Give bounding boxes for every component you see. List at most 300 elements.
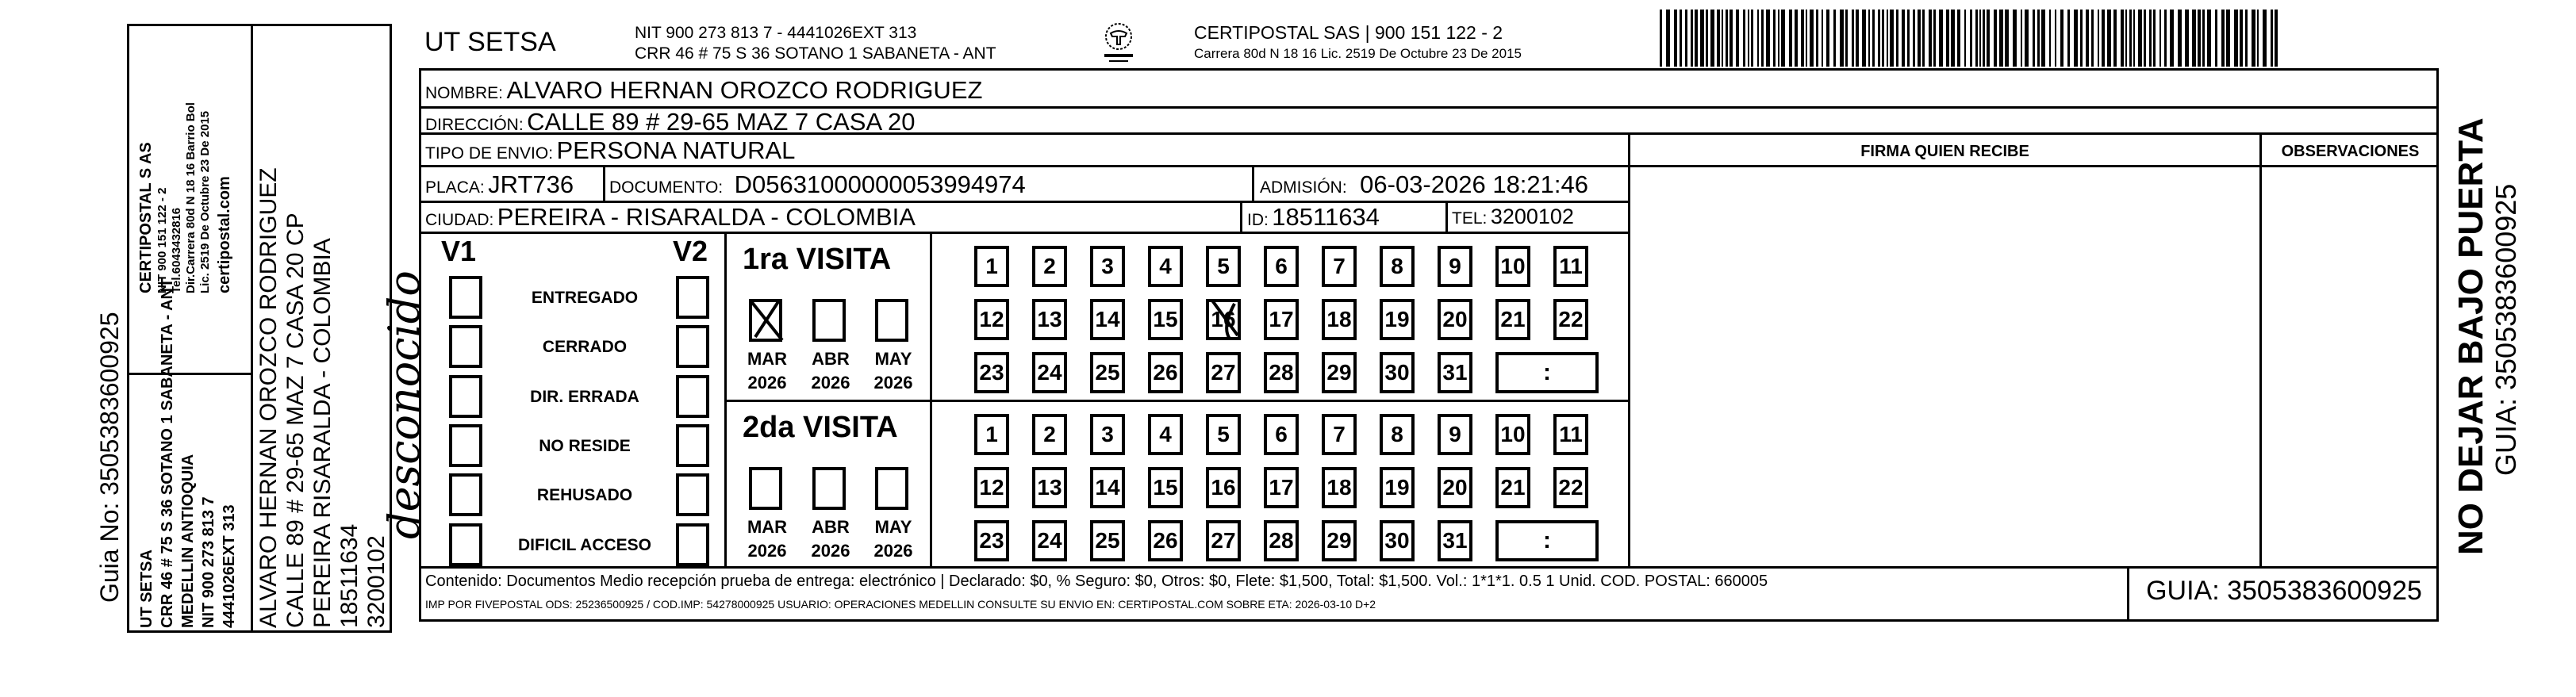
col-divider: [1252, 165, 1254, 201]
visit-day-box[interactable]: [1553, 414, 1588, 455]
visit-day-box[interactable]: [1032, 414, 1067, 455]
visit-day-label: 20: [1442, 475, 1468, 500]
barcode-bar: [1902, 10, 1905, 67]
visit-day-label: 2: [1043, 422, 1056, 446]
stub-sender-line: MEDELLIN ANTIOQUIA: [179, 454, 197, 628]
barcode-bar: [1862, 10, 1866, 67]
barcode-bar: [2033, 10, 2035, 67]
col-divider: [1445, 201, 1448, 232]
visit-day-label: 31: [1442, 360, 1468, 385]
barcode-bar: [2275, 10, 2278, 67]
sender-nit: NIT 900 273 813 7 - 4441026EXT 313: [635, 24, 917, 42]
barcode-bar: [2215, 10, 2217, 67]
barcode-bar: [2098, 10, 2099, 67]
barcode-bar: [2221, 10, 2225, 67]
row-divider: [1628, 165, 2439, 167]
barcode-bar: [2125, 10, 2127, 67]
visit-day-label: 31: [1442, 528, 1468, 553]
footer-guia: GUIA: 3505383600925: [2146, 576, 2422, 606]
visit-day-label: 9: [1449, 422, 1461, 446]
stub-certipostal: [136, 102, 232, 293]
stub-sender-line: UT SETSA: [138, 550, 155, 628]
sender-address: CRR 46 # 75 S 36 SOTANO 1 SABANETA - ANT: [635, 44, 996, 63]
barcode-bar: [1964, 10, 1966, 67]
visit-day-box[interactable]: [1148, 352, 1183, 393]
barcode-bar: [2067, 10, 2070, 67]
nombre-label: NOMBRE:: [425, 84, 504, 102]
check-mark-icon: [1206, 296, 1246, 343]
barcode-bar: [2055, 10, 2056, 67]
visit-day-label: 10: [1500, 422, 1526, 446]
visit-day-label: 23: [979, 528, 1004, 553]
visit-day-box[interactable]: [1495, 467, 1530, 508]
visit-day-label: 6: [1275, 422, 1288, 446]
visit-day-box[interactable]: [1090, 299, 1125, 340]
side-guia: GUIA: 3505383600925: [2490, 183, 2522, 476]
visit-day-label: 29: [1326, 528, 1352, 553]
barcode-bar: [1810, 10, 1814, 67]
visit-day-box[interactable]: [1206, 414, 1241, 455]
no-dejar-warning: NO DEJAR BAJO PUERTA: [2451, 117, 2490, 555]
visit-day-label: 3: [1101, 254, 1114, 278]
barcode-bar: [2271, 10, 2273, 67]
v1-label: V1: [441, 235, 477, 267]
barcode-bar: [2080, 10, 2083, 67]
direccion-label: DIRECCIÓN:: [425, 116, 524, 134]
barcode-bar: [1766, 10, 1770, 67]
barcode-bar: [1726, 10, 1728, 67]
barcode: [1660, 10, 2282, 67]
barcode-bar: [2153, 10, 2156, 67]
visit-title: 1ra VISITA: [743, 243, 892, 276]
visit-day-box[interactable]: [1380, 520, 1415, 561]
barcode-bar: [1748, 10, 1749, 67]
barcode-bar: [1994, 10, 1997, 67]
visit-day-box[interactable]: [1148, 299, 1183, 340]
direccion-field: [425, 108, 916, 136]
barcode-bar: [1983, 10, 1985, 67]
barcode-bar: [2091, 10, 2094, 67]
barcode-bar: [1929, 10, 1932, 67]
visit-day-label: 26: [1153, 360, 1178, 385]
visit-day-box[interactable]: [1553, 246, 1588, 287]
barcode-bar: [2170, 10, 2174, 67]
visit-day-label: 24: [1037, 528, 1062, 553]
barcode-bar: [2252, 10, 2255, 67]
certipostal-logo-icon: [1095, 19, 1142, 67]
visit-day-box[interactable]: [974, 352, 1009, 393]
barcode-bar: [1806, 10, 1807, 67]
barcode-bar: [1695, 10, 1698, 67]
visit-day-box[interactable]: [1206, 352, 1241, 393]
stub-guia-number: Guia No: 3505383600925: [95, 312, 124, 603]
stub-sender-line: 4441026EXT 313: [221, 504, 238, 628]
barcode-bar: [1781, 10, 1785, 67]
visit-day-box[interactable]: [1438, 352, 1472, 393]
row-divider: [419, 165, 1628, 167]
visit-day-box[interactable]: [1322, 246, 1357, 287]
col-divider: [930, 232, 932, 566]
visit-day-box[interactable]: [974, 520, 1009, 561]
visit-day-label: 23: [979, 360, 1004, 385]
tipo-value: PERSONA NATURAL: [556, 136, 796, 164]
stub-certipostal-line: CERTIPOSTAL S AS: [137, 142, 155, 293]
visit-time-field[interactable]: :: [1495, 352, 1599, 393]
status-label: DIFICIL ACCESO: [517, 536, 651, 554]
visit-month-checkbox[interactable]: [875, 299, 908, 342]
barcode-bar: [2245, 10, 2248, 67]
visit-day-box[interactable]: [1032, 520, 1067, 561]
col-divider: [1240, 201, 1242, 232]
visit-day-box[interactable]: [1032, 299, 1067, 340]
barcode-bar: [1685, 10, 1687, 67]
observaciones-label: OBSERVACIONES: [2281, 143, 2420, 160]
visit-day-label: 20: [1442, 307, 1468, 331]
visit-day-label: 28: [1269, 360, 1294, 385]
barcode-bar: [2207, 10, 2211, 67]
stub-recipient-line: PEREIRA RISARALDA - COLOMBIA: [309, 238, 336, 628]
barcode-bar: [2234, 10, 2238, 67]
barcode-bar: [1852, 10, 1854, 67]
tel-label: TEL:: [1452, 209, 1488, 228]
visit-day-label: 11: [1559, 254, 1583, 278]
barcode-bar: [1751, 10, 1753, 67]
visit-day-box[interactable]: [1264, 246, 1299, 287]
barcode-bar: [2041, 10, 2045, 67]
barcode-bar: [1706, 10, 1708, 67]
visit-month-checkbox[interactable]: [812, 467, 846, 510]
visit-month-checkbox[interactable]: [875, 467, 908, 510]
visit-year-label: 2026: [811, 373, 850, 393]
status-v1-checkbox[interactable]: [449, 325, 482, 368]
barcode-bar: [1680, 10, 1682, 67]
visit-month-checkbox[interactable]: [749, 299, 782, 342]
barcode-bar: [1822, 10, 1823, 67]
visit-day-box[interactable]: [1438, 299, 1472, 340]
barcode-bar: [2107, 10, 2111, 67]
status-v2-checkbox[interactable]: [676, 276, 709, 319]
visit-day-box[interactable]: [1148, 520, 1183, 561]
visit-day-box[interactable]: [1148, 467, 1183, 508]
status-label: CERRADO: [542, 338, 628, 356]
barcode-bar: [2149, 10, 2152, 67]
barcode-bar: [2121, 10, 2124, 67]
visit-year-label: 2026: [811, 541, 850, 561]
visit-day-label: 14: [1095, 475, 1120, 500]
handwritten-note: desconocido: [379, 270, 429, 539]
barcode-bar: [1946, 10, 1949, 67]
barcode-bar: [2021, 10, 2022, 67]
barcode-bar: [1887, 10, 1888, 67]
status-v1-checkbox[interactable]: [449, 424, 482, 467]
visit-day-box[interactable]: [1148, 414, 1183, 455]
barcode-bar: [1743, 10, 1745, 67]
visit-day-label: 22: [1558, 307, 1584, 331]
barcode-bar: [2060, 10, 2063, 67]
barcode-bar: [1789, 10, 1792, 67]
stub-sender-line: CRR 46 # 75 S 36 SOTANO 1 SABANETA - ANT: [159, 278, 176, 628]
sender-name: UT SETSA: [424, 27, 556, 57]
visit-day-label: 12: [979, 475, 1004, 500]
barcode-bar: [1918, 10, 1921, 67]
visit-month-label: MAY: [874, 349, 912, 369]
barcode-bar: [2240, 10, 2244, 67]
visit-day-box[interactable]: [1090, 414, 1125, 455]
barcode-bar: [1717, 10, 1720, 67]
nombre-value: ALVARO HERNAN OROZCO RODRIGUEZ: [506, 76, 983, 104]
visit-day-box[interactable]: [974, 414, 1009, 455]
status-label: ENTREGADO: [531, 289, 639, 307]
barcode-bar: [2202, 10, 2205, 67]
visit-day-label: 3: [1101, 422, 1114, 446]
col-divider: [2259, 132, 2262, 566]
barcode-bar: [2263, 10, 2267, 67]
visit-day-box[interactable]: [1495, 299, 1530, 340]
barcode-bar: [1761, 10, 1764, 67]
barcode-bar: [1979, 10, 1981, 67]
visit-day-box[interactable]: [974, 467, 1009, 508]
tipo-field: [425, 136, 795, 165]
visit-month-checkbox[interactable]: [812, 299, 846, 342]
barcode-bar: [2013, 10, 2017, 67]
visit-day-box[interactable]: [1495, 414, 1530, 455]
barcode-bar: [2226, 10, 2230, 67]
status-v2-checkbox[interactable]: [676, 375, 709, 418]
visit-day-box[interactable]: [1264, 299, 1299, 340]
barcode-bar: [2025, 10, 2029, 67]
footer-imp: IMP POR FIVEPOSTAL ODS: 25236500925 / COD.IMP: 54278000925 USUARIO: OPERACIONES MEDELLIN CONSULTE SU ENVIO EN: CERTIPOSTAL.COM SOBRE ETA: 2026-03-10 D+2: [425, 598, 1376, 611]
admision-field: [1260, 170, 1588, 199]
visit-day-label: 12: [979, 307, 1004, 331]
stub-sender-line: NIT 900 273 813 7: [200, 496, 217, 628]
stub-recipient-line: CALLE 89 # 29-65 MAZ 7 CASA 20 CP: [282, 213, 309, 628]
visit-day-label: 19: [1384, 307, 1410, 331]
visit-day-label: 7: [1333, 422, 1346, 446]
visit-day-box[interactable]: [1032, 467, 1067, 508]
visit-day-box[interactable]: [1264, 467, 1299, 508]
barcode-bar: [1757, 10, 1759, 67]
status-v2-checkbox[interactable]: [676, 523, 709, 566]
visit-day-label: 19: [1384, 475, 1410, 500]
barcode-bar: [1868, 10, 1870, 67]
visit-day-box[interactable]: [1264, 352, 1299, 393]
visit-day-label: 18: [1326, 475, 1352, 500]
admision-label: ADMISIÓN:: [1260, 178, 1347, 197]
barcode-bar: [1816, 10, 1818, 67]
visit-day-label: 22: [1558, 475, 1584, 500]
visit-day-label: 8: [1391, 254, 1403, 278]
barcode-bar: [2113, 10, 2117, 67]
col-divider: [1628, 132, 1630, 566]
visit-day-box[interactable]: [1380, 352, 1415, 393]
barcode-bar: [1970, 10, 1972, 67]
barcode-bar: [1674, 10, 1677, 67]
barcode-bar: [1778, 10, 1779, 67]
barcode-bar: [1795, 10, 1798, 67]
visit-year-label: 2026: [747, 541, 787, 561]
visit-day-label: 16: [1211, 307, 1236, 331]
visit-day-box[interactable]: [1206, 299, 1241, 340]
barcode-bar: [1773, 10, 1776, 67]
status-v1-checkbox[interactable]: [449, 523, 482, 566]
visit-day-box[interactable]: [1148, 246, 1183, 287]
barcode-bar: [2257, 10, 2259, 67]
ciudad-field: [425, 203, 916, 232]
nombre-field: [425, 76, 982, 105]
visit-month-checkbox[interactable]: [749, 467, 782, 510]
visit-day-box[interactable]: [1090, 246, 1125, 287]
visit-day-box[interactable]: [1206, 467, 1241, 508]
barcode-bar: [1987, 10, 1991, 67]
visit-day-label: 21: [1500, 307, 1526, 331]
visit-day-box[interactable]: [1438, 414, 1472, 455]
barcode-bar: [1878, 10, 1880, 67]
visit-day-label: 29: [1326, 360, 1352, 385]
visit-day-box[interactable]: [1438, 467, 1472, 508]
visit-day-label: 13: [1037, 307, 1062, 331]
documento-label: DOCUMENTO:: [609, 178, 724, 197]
status-label: NO RESIDE: [539, 437, 631, 455]
visit-day-box[interactable]: [1553, 467, 1588, 508]
visit-year-label: 2026: [747, 373, 787, 393]
status-label: DIR. ERRADA: [530, 388, 639, 406]
footer-contenido: Contenido: Documentos Medio recepción prueba de entrega: electrónico | Declarado: $0, % Seguro: $0, Otros: $0, Flete: $1,500, Total: $1,500. Vol.: 1*1*1. 0.5 1 Unid. COD. POSTAL: 660005: [425, 573, 1768, 590]
ciudad-value: PEREIRA - RISARALDA - COLOMBIA: [497, 203, 916, 231]
barcode-bar: [2192, 10, 2196, 67]
barcode-bar: [1691, 10, 1693, 67]
id-field: [1247, 203, 1380, 232]
visit-day-box[interactable]: [1206, 246, 1241, 287]
status-v1-checkbox[interactable]: [449, 375, 482, 418]
tel-field: [1452, 205, 1574, 229]
stub-certipostal-line: NIT 900 151 122 - 2: [155, 187, 169, 293]
visit-month-label: MAR: [747, 517, 788, 537]
stub-divider: [251, 24, 253, 633]
status-v1-checkbox[interactable]: [449, 276, 482, 319]
visit-day-box[interactable]: [1380, 246, 1415, 287]
barcode-bar: [1896, 10, 1898, 67]
barcode-bar: [1856, 10, 1860, 67]
barcode-bar: [2144, 10, 2146, 67]
visit-day-box[interactable]: [1322, 520, 1357, 561]
visit-day-label: 7: [1333, 254, 1346, 278]
visit-day-label: 25: [1095, 528, 1120, 553]
visit-day-label: 15: [1153, 475, 1178, 500]
visit-day-label: 11: [1559, 422, 1583, 446]
stub-sender: [136, 278, 240, 628]
visit-day-label: 6: [1275, 254, 1288, 278]
visit-day-box[interactable]: [1322, 467, 1357, 508]
visit-time-field[interactable]: :: [1495, 520, 1599, 561]
status-v2-checkbox[interactable]: [676, 473, 709, 516]
visit-day-box[interactable]: [1264, 414, 1299, 455]
barcode-bar: [2049, 10, 2051, 67]
documento-value: D05631000000053994974: [734, 170, 1026, 198]
visit-day-box[interactable]: [1032, 352, 1067, 393]
visit-day-box[interactable]: [1206, 520, 1241, 561]
visit-day-label: 27: [1211, 360, 1236, 385]
barcode-bar: [2005, 10, 2009, 67]
barcode-bar: [1710, 10, 1714, 67]
barcode-bar: [1801, 10, 1804, 67]
barcode-bar: [1666, 10, 1670, 67]
visit-day-box[interactable]: [1495, 246, 1530, 287]
barcode-bar: [1833, 10, 1836, 67]
barcode-bar: [1826, 10, 1829, 67]
barcode-bar: [1722, 10, 1724, 67]
stub-certipostal-line: Dir.Carrera 80d N 18 16 Barrio Bol: [184, 102, 198, 293]
tel-value: 3200102: [1490, 205, 1574, 228]
barcode-bar: [1933, 10, 1936, 67]
visit-day-box[interactable]: [1264, 520, 1299, 561]
visit-day-box[interactable]: [1380, 467, 1415, 508]
visit-title: 2da VISITA: [743, 411, 898, 444]
status-label: REHUSADO: [536, 486, 633, 504]
visit-day-label: 28: [1269, 528, 1294, 553]
visit-day-box[interactable]: [1322, 414, 1357, 455]
stub-recipient-line: 3200102: [363, 535, 390, 628]
visit-day-box[interactable]: [974, 299, 1009, 340]
visit-day-box[interactable]: [1380, 414, 1415, 455]
barcode-bar: [2086, 10, 2089, 67]
visit-day-box[interactable]: [1322, 352, 1357, 393]
visit-day-label: 17: [1269, 475, 1294, 500]
stub-certipostal-line: Lic. 2519 De Octubre 23 De 2015: [198, 110, 212, 293]
barcode-bar: [2159, 10, 2161, 67]
visit-day-box[interactable]: [1322, 299, 1357, 340]
barcode-bar: [1951, 10, 1955, 67]
visit-day-label: 30: [1384, 528, 1410, 553]
visit-month-label: MAR: [747, 349, 788, 369]
visit-day-box[interactable]: [1090, 467, 1125, 508]
id-label: ID:: [1247, 211, 1269, 229]
placa-field: [425, 170, 574, 199]
barcode-bar: [2138, 10, 2142, 67]
visit-day-label: 1: [985, 254, 998, 278]
status-v2-checkbox[interactable]: [676, 325, 709, 368]
visit-day-label: 25: [1095, 360, 1120, 385]
visit-month-label: ABR: [812, 517, 850, 537]
visit-day-box[interactable]: [1090, 520, 1125, 561]
col-divider: [724, 232, 727, 566]
visit-day-box[interactable]: [1090, 352, 1125, 393]
admision-value: 06-03-2026 18:21:46: [1360, 170, 1588, 198]
documento-field: [609, 170, 1026, 199]
status-v1-checkbox[interactable]: [449, 473, 482, 516]
visit-day-box[interactable]: [1380, 299, 1415, 340]
visit-day-label: 15: [1153, 307, 1178, 331]
stub-recipient-line: ALVARO HERNAN OROZCO RODRIGUEZ: [255, 167, 282, 628]
barcode-bar: [1922, 10, 1925, 67]
barcode-bar: [2198, 10, 2201, 67]
visit-day-label: 2: [1043, 254, 1056, 278]
status-v2-checkbox[interactable]: [676, 424, 709, 467]
visit-day-box[interactable]: [974, 246, 1009, 287]
placa-value: JRT736: [488, 170, 574, 198]
row-divider: [419, 232, 1628, 234]
barcode-bar: [1999, 10, 2003, 67]
visit-day-box[interactable]: [1438, 520, 1472, 561]
placa-label: PLACA:: [425, 178, 485, 197]
visit-day-box[interactable]: [1438, 246, 1472, 287]
visit-day-box[interactable]: [1553, 299, 1588, 340]
visit-day-label: 24: [1037, 360, 1062, 385]
visit-day-label: 1: [985, 422, 998, 446]
visit-day-box[interactable]: [1032, 246, 1067, 287]
barcode-bar: [1907, 10, 1910, 67]
visit-day-label: 4: [1159, 254, 1172, 278]
visit-day-label: 5: [1217, 254, 1230, 278]
